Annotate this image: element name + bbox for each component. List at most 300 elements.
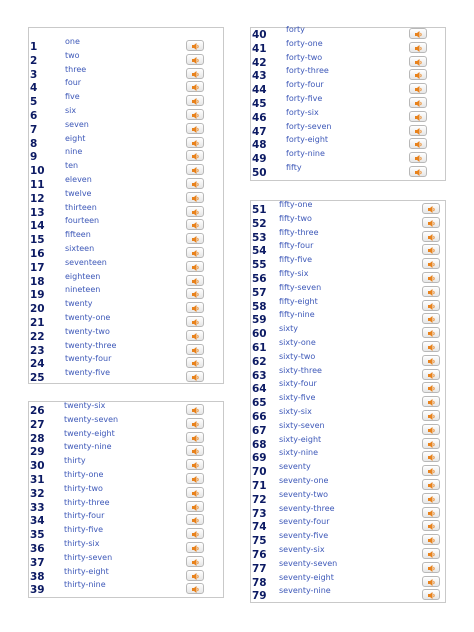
list-item — [29, 271, 223, 289]
number-word: eighteen — [65, 271, 101, 281]
speaker-icon — [192, 435, 200, 442]
number-label: 37 — [30, 556, 45, 569]
play-audio-button[interactable] — [186, 178, 204, 189]
number-label: 51 — [252, 204, 267, 216]
speaker-icon — [428, 385, 436, 392]
play-audio-button[interactable] — [186, 81, 204, 92]
speaker-icon — [192, 421, 200, 428]
play-audio-button[interactable] — [422, 438, 440, 449]
number-label: 72 — [252, 493, 267, 506]
list-item — [251, 586, 445, 603]
list-item — [251, 149, 445, 166]
number-word: forty-one — [286, 38, 323, 48]
list-item — [29, 106, 223, 123]
play-audio-button[interactable] — [186, 40, 204, 51]
number-label: 74 — [252, 521, 267, 534]
number-label: 13 — [30, 206, 45, 219]
speaker-icon — [192, 531, 200, 538]
number-word: seventy-four — [279, 517, 330, 527]
list-item — [29, 552, 223, 570]
speaker-icon — [192, 71, 200, 78]
play-audio-button[interactable] — [186, 371, 204, 382]
number-label: 1 — [30, 41, 38, 53]
number-word: twenty-three — [65, 340, 117, 350]
speaker-icon — [415, 141, 423, 148]
number-label: 6 — [30, 110, 38, 122]
play-audio-button[interactable] — [409, 111, 427, 122]
play-audio-button[interactable] — [409, 97, 427, 108]
number-word: fourteen — [65, 216, 100, 226]
number-word: twelve — [65, 188, 92, 198]
panel-26-39 — [28, 401, 224, 598]
number-label: 46 — [252, 111, 267, 124]
number-word: sixty-nine — [279, 448, 319, 458]
number-label: 7 — [30, 123, 38, 136]
number-label: 63 — [252, 369, 267, 382]
speaker-icon — [192, 586, 200, 593]
play-audio-button[interactable] — [186, 404, 204, 415]
number-label: 8 — [30, 137, 38, 150]
number-word: six — [65, 106, 77, 115]
speaker-icon — [192, 195, 200, 202]
number-word: twenty-nine — [64, 442, 112, 452]
number-label: 50 — [252, 167, 267, 179]
number-word: forty-three — [286, 66, 329, 76]
number-label: 3 — [30, 68, 38, 81]
number-word: nine — [65, 147, 83, 157]
speaker-icon — [428, 234, 436, 241]
speaker-icon — [428, 289, 436, 296]
play-audio-button[interactable] — [186, 432, 204, 443]
number-label: 79 — [252, 590, 267, 603]
number-label: 65 — [252, 397, 267, 410]
list-item — [29, 161, 223, 178]
number-word: twenty-six — [64, 401, 106, 410]
play-audio-button[interactable] — [422, 479, 440, 490]
list-item — [29, 299, 223, 316]
speaker-icon — [192, 360, 200, 367]
play-audio-button[interactable] — [186, 528, 204, 539]
play-audio-button[interactable] — [422, 244, 440, 255]
play-audio-button[interactable] — [186, 445, 204, 456]
speaker-icon — [192, 57, 200, 64]
play-audio-button[interactable] — [186, 95, 204, 106]
number-label: 21 — [30, 317, 45, 329]
number-word: sixty — [279, 324, 298, 334]
speaker-icon — [192, 209, 200, 216]
list-item — [29, 340, 223, 358]
speaker-icon — [192, 333, 200, 340]
play-audio-button[interactable] — [422, 272, 440, 283]
number-label: 43 — [252, 70, 267, 83]
list-item — [29, 525, 223, 542]
speaker-icon — [428, 592, 436, 599]
number-label: 29 — [30, 446, 45, 459]
play-audio-button[interactable] — [186, 137, 204, 148]
number-label: 49 — [252, 153, 267, 166]
play-audio-button[interactable] — [186, 330, 204, 341]
list-item — [29, 216, 223, 233]
list-item — [29, 470, 223, 487]
number-word: seven — [65, 119, 89, 129]
play-audio-button[interactable] — [186, 418, 204, 429]
play-audio-button[interactable] — [186, 302, 204, 313]
number-label: 48 — [252, 139, 267, 152]
number-label: 57 — [252, 286, 267, 299]
play-audio-button[interactable] — [186, 583, 204, 594]
number-label: 47 — [252, 125, 267, 138]
speaker-icon — [192, 305, 200, 312]
number-label: 77 — [252, 562, 267, 575]
speaker-icon — [192, 112, 200, 119]
number-label: 31 — [30, 474, 45, 486]
speaker-icon — [428, 372, 436, 379]
play-audio-button[interactable] — [186, 123, 204, 134]
number-word: fifty-three — [279, 227, 319, 237]
play-audio-button[interactable] — [422, 300, 440, 311]
speaker-icon — [192, 98, 200, 105]
number-word: fifty-seven — [279, 282, 322, 292]
speaker-icon — [192, 407, 200, 414]
play-audio-button[interactable] — [422, 576, 440, 587]
speaker-icon — [192, 476, 200, 483]
speaker-icon — [428, 247, 436, 254]
speaker-icon — [192, 43, 200, 50]
speaker-icon — [428, 206, 436, 213]
speaker-icon — [428, 441, 436, 448]
play-audio-button[interactable] — [409, 69, 427, 80]
number-word: twenty-one — [65, 313, 111, 322]
play-audio-button[interactable] — [422, 410, 440, 421]
speaker-icon — [192, 573, 200, 580]
list-item — [29, 313, 223, 330]
number-label: 73 — [252, 507, 267, 520]
number-label: 61 — [252, 342, 267, 354]
number-word: forty-seven — [286, 121, 332, 131]
speaker-icon — [192, 126, 200, 133]
number-word: seventy — [279, 462, 311, 472]
play-audio-button[interactable] — [409, 83, 427, 94]
number-word: sixty-two — [279, 351, 316, 361]
number-label: 70 — [252, 466, 267, 479]
play-audio-button[interactable] — [186, 247, 204, 258]
number-word: seventy-two — [279, 489, 329, 499]
number-label: 56 — [252, 273, 267, 285]
play-audio-button[interactable] — [186, 219, 204, 230]
number-word: forty-eight — [286, 135, 329, 145]
list-item — [29, 175, 223, 192]
speaker-icon — [428, 537, 436, 544]
play-audio-button[interactable] — [422, 231, 440, 242]
list-item — [29, 511, 223, 528]
number-label: 18 — [30, 275, 45, 288]
list-item — [29, 147, 223, 164]
play-audio-button[interactable] — [186, 357, 204, 368]
play-audio-button[interactable] — [409, 42, 427, 53]
speaker-icon — [428, 454, 436, 461]
play-audio-button[interactable] — [186, 275, 204, 286]
speaker-icon — [192, 140, 200, 147]
speaker-icon — [428, 358, 436, 365]
list-item — [251, 107, 445, 125]
number-word: five — [65, 92, 80, 102]
speaker-icon — [415, 155, 423, 162]
number-label: 53 — [252, 231, 267, 244]
play-audio-button[interactable] — [186, 459, 204, 470]
play-audio-button[interactable] — [186, 150, 204, 161]
speaker-icon — [415, 72, 423, 79]
play-audio-button[interactable] — [409, 152, 427, 163]
number-word: fifty-eight — [279, 296, 318, 306]
number-label: 59 — [252, 314, 267, 327]
speaker-icon — [192, 236, 200, 243]
number-label: 14 — [30, 220, 45, 233]
number-label: 41 — [252, 42, 267, 55]
play-audio-button[interactable] — [422, 217, 440, 228]
speaker-icon — [192, 504, 200, 511]
number-label: 9 — [30, 151, 38, 164]
number-label: 39 — [30, 584, 45, 597]
number-label: 34 — [30, 515, 45, 528]
number-word: seventeen — [65, 257, 107, 267]
number-label: 68 — [252, 438, 267, 451]
play-audio-button[interactable] — [422, 355, 440, 366]
play-audio-button[interactable] — [409, 28, 427, 39]
number-label: 5 — [30, 96, 38, 109]
play-audio-button[interactable] — [422, 562, 440, 573]
speaker-icon — [428, 579, 436, 586]
number-word: four — [65, 78, 82, 88]
play-audio-button[interactable] — [186, 487, 204, 498]
number-label: 78 — [252, 576, 267, 589]
speaker-icon — [415, 45, 423, 52]
number-label: 17 — [30, 261, 45, 274]
play-audio-button[interactable] — [186, 542, 204, 553]
play-audio-button[interactable] — [186, 556, 204, 567]
list-item — [251, 38, 445, 56]
number-word: twenty — [65, 299, 93, 309]
play-audio-button[interactable] — [186, 501, 204, 512]
play-audio-button[interactable] — [422, 424, 440, 435]
speaker-icon — [428, 330, 436, 337]
play-audio-button[interactable] — [186, 344, 204, 355]
list-item — [29, 456, 223, 473]
speaker-icon — [428, 413, 436, 420]
number-word: two — [65, 50, 80, 60]
number-label: 4 — [30, 82, 38, 95]
number-word: thirty-four — [64, 511, 105, 521]
play-audio-button[interactable] — [422, 589, 440, 600]
number-word: ten — [65, 161, 79, 171]
list-item — [29, 230, 223, 247]
list-item — [29, 483, 223, 501]
number-word: seventy-one — [279, 476, 329, 485]
number-word: forty-four — [286, 80, 324, 90]
number-word: forty-five — [286, 94, 323, 103]
play-audio-button[interactable] — [422, 507, 440, 518]
number-label: 10 — [30, 165, 45, 178]
number-label: 28 — [30, 432, 45, 445]
speaker-icon — [428, 551, 436, 558]
play-audio-button[interactable] — [186, 316, 204, 327]
number-word: sixty-eight — [279, 434, 322, 444]
play-audio-button[interactable] — [422, 465, 440, 476]
speaker-icon — [192, 167, 200, 174]
list-item — [29, 257, 223, 275]
number-word: thirteen — [65, 202, 97, 212]
speaker-icon — [428, 482, 436, 489]
panel-1-25 — [28, 27, 224, 384]
number-word: seventy-seven — [279, 558, 338, 568]
number-word: seventy-six — [279, 545, 325, 554]
play-audio-button[interactable] — [186, 514, 204, 525]
play-audio-button[interactable] — [422, 534, 440, 545]
number-label: 32 — [30, 487, 45, 500]
play-audio-button[interactable] — [186, 54, 204, 65]
number-word: thirty-eight — [64, 566, 109, 576]
list-item — [251, 135, 445, 152]
play-audio-button[interactable] — [186, 164, 204, 175]
list-item — [29, 428, 223, 446]
number-label: 11 — [30, 179, 45, 191]
number-word: sixty-five — [279, 393, 316, 403]
list-item — [29, 202, 223, 220]
number-label: 38 — [30, 570, 45, 583]
number-word: forty — [286, 25, 305, 34]
number-label: 2 — [30, 54, 38, 67]
number-word: seventy-three — [279, 503, 335, 513]
list-item — [251, 66, 445, 83]
list-item — [29, 92, 223, 109]
play-audio-button[interactable] — [186, 233, 204, 244]
number-label: 52 — [252, 217, 267, 230]
play-audio-button[interactable] — [409, 138, 427, 149]
play-audio-button[interactable] — [422, 327, 440, 338]
speaker-icon — [192, 222, 200, 229]
play-audio-button[interactable] — [422, 382, 440, 393]
number-label: 55 — [252, 259, 267, 272]
number-label: 67 — [252, 424, 267, 437]
number-label: 76 — [252, 549, 267, 561]
number-label: 25 — [30, 372, 45, 385]
number-word: seventy-nine — [279, 586, 331, 596]
number-label: 66 — [252, 411, 267, 423]
number-word: fifty-five — [279, 255, 313, 265]
play-audio-button[interactable] — [422, 286, 440, 297]
number-word: fifty — [286, 163, 302, 172]
speaker-icon — [192, 278, 200, 285]
number-label: 16 — [30, 248, 45, 260]
speaker-icon — [428, 510, 436, 517]
list-item — [251, 52, 445, 70]
speaker-icon — [428, 565, 436, 572]
play-audio-button[interactable] — [422, 520, 440, 531]
play-audio-button[interactable] — [186, 570, 204, 581]
play-audio-button[interactable] — [186, 261, 204, 272]
play-audio-button[interactable] — [186, 109, 204, 120]
speaker-icon — [428, 496, 436, 503]
number-word: fifteen — [65, 230, 91, 240]
number-label: 42 — [252, 56, 267, 69]
speaker-icon — [192, 517, 200, 524]
speaker-icon — [428, 303, 436, 310]
speaker-icon — [192, 264, 200, 271]
play-audio-button[interactable] — [422, 548, 440, 559]
play-audio-button[interactable] — [186, 288, 204, 299]
play-audio-button[interactable] — [422, 341, 440, 352]
number-label: 45 — [252, 98, 267, 110]
number-label: 20 — [30, 303, 45, 316]
speaker-icon — [428, 523, 436, 530]
panel-51-79 — [250, 200, 446, 603]
number-word: forty-two — [286, 52, 323, 62]
number-word: sixty-three — [279, 365, 322, 375]
play-audio-button[interactable] — [422, 451, 440, 462]
list-item — [29, 119, 223, 137]
number-word: fifty-four — [279, 241, 314, 251]
number-label: 15 — [30, 234, 45, 247]
number-label: 54 — [252, 245, 267, 258]
play-audio-button[interactable] — [186, 473, 204, 484]
play-audio-button[interactable] — [422, 493, 440, 504]
number-label: 35 — [30, 529, 45, 542]
list-item — [29, 50, 223, 68]
number-word: thirty — [64, 456, 86, 466]
number-label: 60 — [252, 328, 267, 341]
play-audio-button[interactable] — [422, 258, 440, 269]
speaker-icon — [428, 427, 436, 434]
number-label: 62 — [252, 355, 267, 368]
play-audio-button[interactable] — [409, 56, 427, 67]
number-word: twenty-eight — [64, 428, 115, 438]
number-label: 33 — [30, 501, 45, 514]
speaker-icon — [428, 220, 436, 227]
list-item — [29, 497, 223, 515]
number-word: sixty-one — [279, 338, 316, 347]
play-audio-button[interactable] — [422, 396, 440, 407]
play-audio-button[interactable] — [409, 166, 427, 177]
play-audio-button[interactable] — [422, 369, 440, 380]
list-item — [29, 354, 223, 371]
number-label: 44 — [252, 84, 267, 97]
list-item — [29, 368, 223, 385]
play-audio-button[interactable] — [186, 206, 204, 217]
number-word: seventy-eight — [279, 572, 334, 582]
list-item — [29, 78, 223, 95]
number-word: twenty-four — [65, 354, 112, 364]
speaker-icon — [428, 468, 436, 475]
play-audio-button[interactable] — [422, 313, 440, 324]
speaker-icon — [192, 448, 200, 455]
list-item — [29, 37, 223, 54]
number-word: sixty-seven — [279, 420, 325, 430]
speaker-icon — [415, 169, 423, 176]
number-word: thirty-five — [64, 525, 104, 535]
play-audio-button[interactable] — [186, 192, 204, 203]
play-audio-button[interactable] — [186, 68, 204, 79]
list-item — [29, 401, 223, 418]
speaker-icon — [428, 316, 436, 323]
speaker-icon — [192, 374, 200, 381]
speaker-icon — [192, 462, 200, 469]
play-audio-button[interactable] — [422, 203, 440, 214]
play-audio-button[interactable] — [409, 125, 427, 136]
list-item — [29, 414, 223, 432]
panel-40-50 — [250, 27, 446, 181]
list-item — [251, 121, 445, 139]
speaker-icon — [428, 261, 436, 268]
speaker-icon — [192, 84, 200, 91]
